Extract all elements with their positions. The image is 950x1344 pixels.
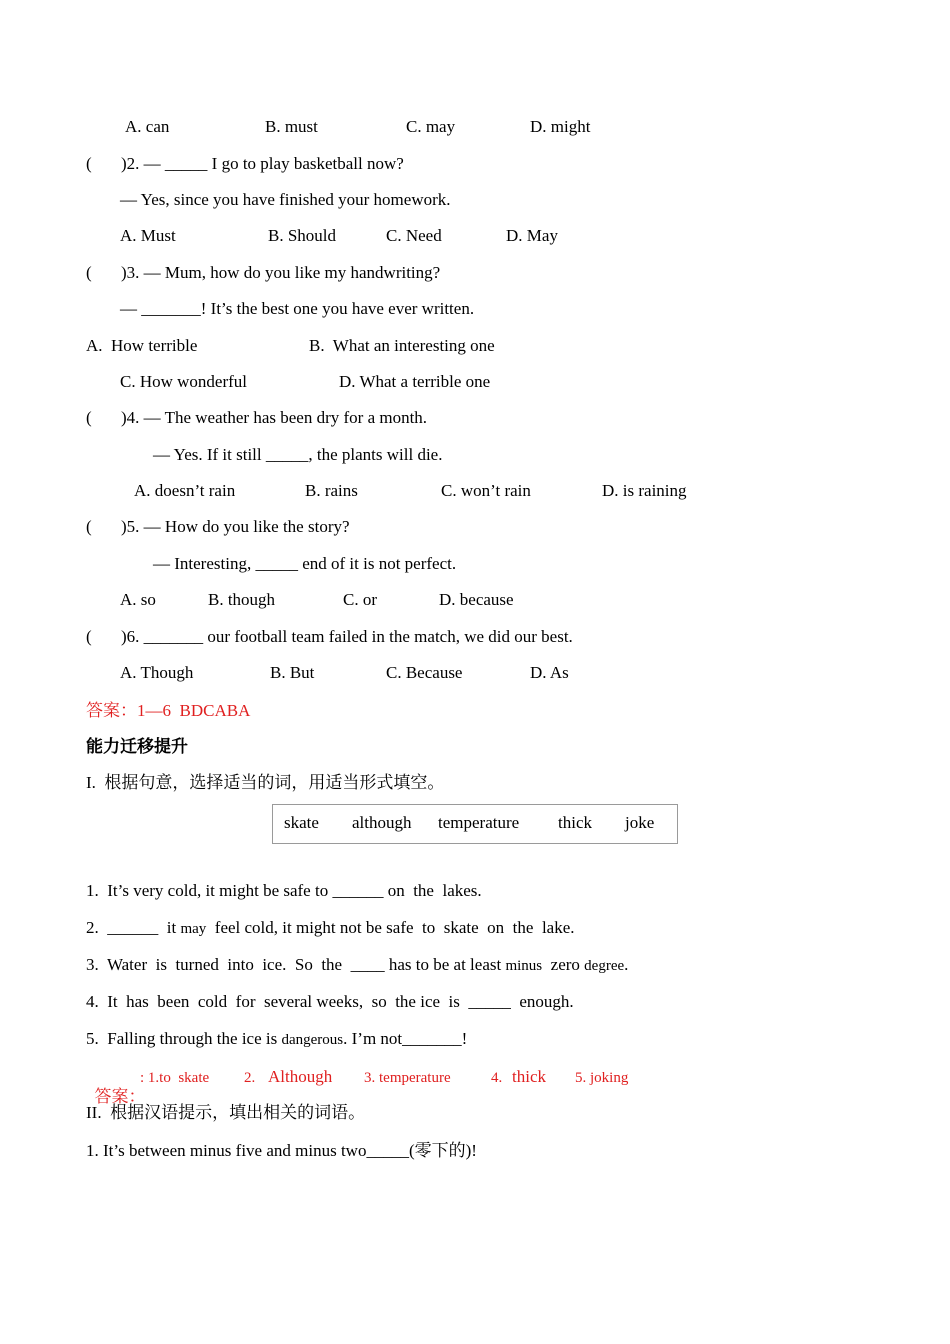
part1-sentence-4: 4. It has been cold for several weeks, so the ice is _____ enough. <box>86 992 574 1011</box>
q5-paren: ( <box>86 517 92 536</box>
sentence-fragment: . <box>624 955 629 974</box>
q3-option-c: C. How wonderful <box>120 372 248 391</box>
q4-paren: ( <box>86 408 92 427</box>
part1-sentence-3 <box>86 955 628 976</box>
q5-option-c: C. or <box>343 590 377 609</box>
q3-reply: — _______! It’s the best one you have ever written. <box>120 299 475 318</box>
q2-paren: ( <box>86 154 92 173</box>
section-title: 能力迁移提升 <box>86 737 188 756</box>
q4-option-b: B. rains <box>305 481 358 500</box>
answer-item-4-num: 4. <box>491 1070 503 1086</box>
q4-option-c: C. won’t rain <box>441 481 531 500</box>
q5-option-d: D. because <box>439 590 514 609</box>
sentence-fragment: 2. ______ it <box>86 918 181 937</box>
q5-option-a: A. so <box>120 590 156 609</box>
answer-key-2 <box>86 1067 146 1107</box>
part1-instruction: I. 根据句意，选择适当的词，用适当形式填空。 <box>86 773 445 792</box>
part1-sentence-5 <box>86 1029 467 1050</box>
q5-reply: — Interesting, _____ end of it is not perfect. <box>153 554 457 573</box>
sentence-fragment: . I’m not_______! <box>343 1029 468 1048</box>
sentence-fragment: may <box>180 921 207 937</box>
part1-sentence-1: 1. It’s very cold, it might be safe to ______ on the lakes. <box>86 881 482 900</box>
q2-option-b: B. Should <box>268 226 337 245</box>
sentence-fragment: 3. Water is turned into ice. So the ____ has to be at least <box>86 955 506 974</box>
q1-option-d: D. might <box>530 117 591 136</box>
q6-paren: ( <box>86 627 92 646</box>
q5-stem: )5. — How do you like the story? <box>121 517 350 536</box>
q2-reply: — Yes, since you have finished your homework. <box>120 190 451 209</box>
sentence-fragment: feel cold, it might not be safe to skate on the lake. <box>206 918 575 937</box>
answer-item-1: : 1.to skate <box>140 1070 210 1086</box>
answer-item-4: thick <box>512 1067 546 1086</box>
q6-option-a: A. Though <box>120 663 194 682</box>
sentence-fragment: degree <box>584 958 625 974</box>
sentence-fragment: 5. Falling through the ice is <box>86 1029 282 1048</box>
word-bank-item: although <box>352 813 412 832</box>
q1-option-a: A. can <box>125 117 170 136</box>
word-bank-item: temperature <box>438 813 520 832</box>
q3-option-a: A. How terrible <box>86 336 198 355</box>
answer-item-2-num: 2. <box>244 1070 256 1086</box>
answer-prefix: 答案： <box>94 1087 146 1106</box>
word-bank-item: thick <box>558 813 592 832</box>
q3-stem: )3. — Mum, how do you like my handwriting? <box>121 263 441 282</box>
part1-sentence-2 <box>86 918 575 939</box>
q4-option-d: D. is raining <box>602 481 687 500</box>
answer-item-2: Although <box>268 1067 333 1086</box>
answer-item-3: 3. temperature <box>364 1070 451 1086</box>
answer-item-5: 5. joking <box>575 1070 629 1086</box>
q2-option-c: C. Need <box>386 226 442 245</box>
q4-stem: )4. — The weather has been dry for a month. <box>121 408 428 427</box>
q3-option-d: D. What a terrible one <box>339 372 491 391</box>
q6-option-d: D. As <box>530 663 569 682</box>
q1-option-b: B. must <box>265 117 318 136</box>
q1-option-c: C. may <box>406 117 456 136</box>
part2-sentence-1: 1. It’s between minus five and minus two_____(零下的)! <box>86 1141 477 1160</box>
q2-stem: )2. — _____ I go to play basketball now? <box>121 154 404 173</box>
word-bank-item: skate <box>284 813 319 832</box>
sentence-fragment: minus <box>505 958 543 974</box>
q6-option-c: C. Because <box>386 663 463 682</box>
part2-instruction: II. 根据汉语提示，填出相关的词语。 <box>86 1103 366 1122</box>
q3-paren: ( <box>86 263 92 282</box>
q3-option-b: B. What an interesting one <box>309 336 495 355</box>
word-bank-box <box>272 804 678 844</box>
q4-reply: — Yes. If it still _____, the plants will die. <box>153 445 443 464</box>
q6-option-b: B. But <box>270 663 315 682</box>
q2-option-a: A. Must <box>120 226 176 245</box>
sentence-fragment: zero <box>542 955 585 974</box>
q6-stem: )6. _______ our football team failed in the match, we did our best. <box>121 627 573 646</box>
q5-option-b: B. though <box>208 590 276 609</box>
q2-option-d: D. May <box>506 226 558 245</box>
word-bank-item: joke <box>625 813 655 832</box>
q4-option-a: A. doesn’t rain <box>134 481 236 500</box>
answer-key-1: 答案：1—6 BDCABA <box>86 701 251 720</box>
sentence-fragment: dangerous <box>281 1032 344 1048</box>
